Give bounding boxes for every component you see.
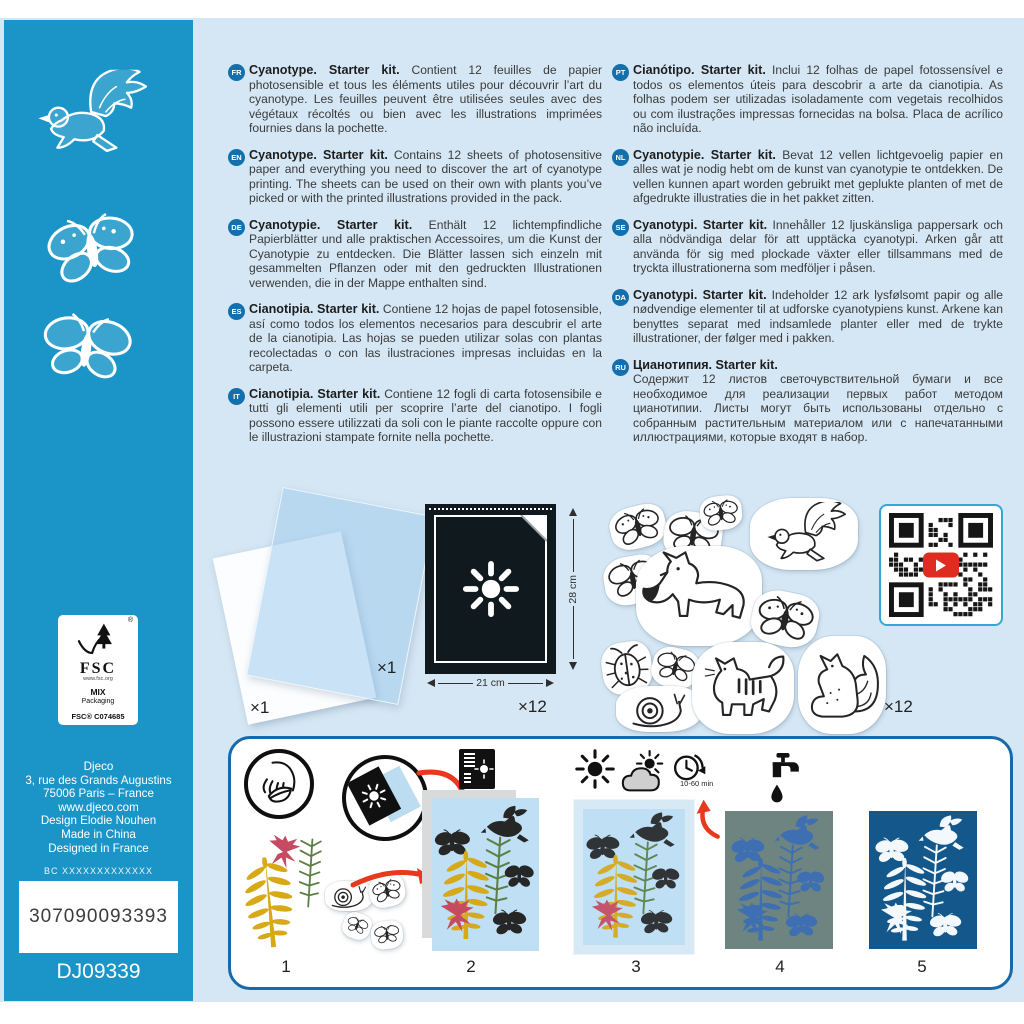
lang-text — [633, 148, 1003, 206]
lang-body: Contains 12 sheets of photosensitive paper and everything you need to discover the art of cyanotype printing. The sheets can be used on their own with plants you’ve picked or with the printed illustrations provided in the pack. — [249, 147, 602, 205]
bird-sticker — [750, 498, 858, 570]
lang-title: Cyanotypi. Starter kit. — [633, 217, 768, 232]
printed-illustrations — [600, 494, 900, 740]
lang-section-da — [612, 288, 1003, 346]
sidebar — [4, 20, 193, 1001]
photosensitive-paper-pack — [425, 504, 556, 674]
lang-title: Cyanotypi. Starter kit. — [633, 287, 767, 302]
fsc-license: FSC® C074685 — [71, 712, 125, 721]
yellow-fern — [236, 854, 301, 951]
step-number-5: 5 — [917, 957, 927, 976]
lang-badge: SE — [612, 219, 629, 236]
lang-title: Цианотипия. Starter kit. — [633, 357, 778, 372]
lang-text — [249, 218, 602, 291]
lang-title: Cianotipia. Starter kit. — [249, 302, 380, 316]
language-column-right — [612, 63, 1003, 457]
lang-badge: DA — [612, 289, 629, 306]
butterfly-sticker — [698, 494, 743, 532]
address-line: www.djeco.com — [58, 800, 139, 814]
language-column-left — [228, 63, 602, 457]
instructions-panel — [228, 736, 1013, 990]
green-branch — [297, 837, 325, 909]
water-tap-icon — [761, 753, 805, 807]
fox-sticker — [636, 546, 762, 646]
lang-body: Inclui 12 folhas de papel fotossensível e todos os elementos úteis para descobrir a arte da cianotipia. As folhas podem ser utilizadas isoladamente com vegetais recolhidos ou com ilustrações impressas fornecidas na bolsa. Placa de acrílico não incluída. — [633, 63, 1003, 135]
lang-text — [633, 63, 1003, 136]
width-label: 21 cm — [476, 677, 505, 689]
butterfly-icon — [41, 207, 144, 292]
lang-section-it — [228, 387, 602, 445]
squirrel-sticker — [798, 636, 886, 734]
acetate-count: ×1 — [377, 658, 397, 677]
lang-body: Enthält 12 lichtempfindliche Papierblätter und alle praktischen Accessoires, um die Kunst der Cyanotypie zu entdecken. Die Blätter lassen sich einzeln mit gesammelten Pflanzen oder mit den gedruckten Illustrationen verwenden, die in der Mappe enthalten sind. — [249, 217, 602, 290]
youtube-play-icon — [923, 553, 959, 578]
lang-badge: PT — [612, 64, 629, 81]
lang-section-fr — [228, 63, 602, 136]
timer-label: 10-60 min — [680, 779, 714, 788]
sun-icon — [575, 749, 615, 789]
address-line: Made in China — [61, 827, 136, 841]
fsc-registered-mark: ® — [127, 617, 133, 624]
lang-title: Cianotipia. Starter kit. — [249, 386, 381, 401]
lang-title: Cyanotype. Starter kit. — [249, 147, 388, 162]
sun-behind-cloud-icon — [621, 749, 669, 793]
lang-badge: DE — [228, 219, 245, 236]
lang-text — [633, 358, 1003, 445]
snail-sticker — [616, 686, 702, 732]
stickers-count: ×12 — [884, 697, 913, 716]
address-line: 3, rue des Grands Augustins — [25, 773, 172, 787]
hand-picking-leaf-icon — [244, 749, 314, 819]
lang-text — [249, 63, 602, 136]
lang-body: Bevat 12 vellen lichtgevoelig papier en alles wat je nodig hebt om de kunst van cyanotypie te ontdekken. De vellen kunnen apart worden gebruikt met geplukte planten of met de afgedrukte illustraties die in het pakket zitten. — [633, 147, 1003, 205]
step-number-4: 4 — [775, 957, 785, 976]
width-dimension — [427, 677, 554, 689]
folded-corner — [520, 515, 547, 542]
lang-section-se — [612, 218, 1003, 276]
lang-text — [633, 218, 1003, 276]
white-sheet-count: ×1 — [250, 698, 270, 717]
butterfly-sticker — [339, 909, 374, 943]
lang-badge: EN — [228, 149, 245, 166]
lang-section-nl — [612, 148, 1003, 206]
lang-text — [249, 148, 602, 206]
cat-sticker — [692, 642, 794, 734]
height-label: 28 cm — [567, 574, 579, 604]
lang-body: Contiene 12 hojas de papel fotosensible, así como todos los elementos necesarios para descubrir el arte de la cianotipia. Las hojas se pueden utilizar solas con plantas recolectadas o con las ilustraciones impresas incluidas en la carpeta. — [249, 302, 602, 374]
lang-badge: ES — [228, 303, 245, 320]
address-line: Djeco — [83, 760, 114, 773]
butterfly-icon — [35, 306, 137, 394]
sun-icon — [462, 560, 520, 618]
lang-title: Cyanotype. Starter kit. — [249, 63, 400, 77]
lang-section-en — [228, 148, 602, 206]
composition-paper — [432, 798, 539, 951]
barcode-label: BC XXXXXXXXXXXXX — [43, 866, 154, 876]
final-cyanotype-print — [869, 811, 977, 949]
photo-paper-count: ×12 — [518, 697, 547, 716]
fsc-mix-label: MIX — [90, 687, 106, 697]
address-line: Design Elodie Nouhen — [40, 814, 157, 828]
lang-body: Contient 12 feuilles de papier photosensible et tous les éléments utiles pour découvrir l’art du cyanotype. Les feuilles peuvent être utilisées seules avec des végétaux récoltés ou bien avec les illustrations imprimées fournies dans la pochette. — [249, 63, 602, 135]
fsc-tree-check-icon — [76, 621, 120, 657]
lang-title: Cyanotypie. Starter kit. — [249, 217, 413, 232]
lang-section-pt — [612, 63, 1003, 136]
lang-section-de — [228, 218, 602, 291]
address-line: Designed in France — [48, 841, 149, 855]
address-line: 75006 Paris – France — [43, 787, 154, 801]
company-address — [4, 760, 193, 855]
fsc-name: FSC — [79, 660, 117, 677]
frame-stack-icon — [459, 749, 495, 789]
lang-badge: IT — [228, 388, 245, 405]
lang-section-ru — [612, 358, 1003, 445]
step-number-2: 2 — [466, 957, 476, 976]
fsc-packaging-label: Packaging — [81, 698, 115, 705]
acetate-frame — [573, 799, 695, 955]
barcode-box — [19, 881, 178, 953]
exposed-print — [725, 811, 833, 949]
lang-text — [633, 288, 1003, 346]
lang-title: Cianótipo. Starter kit. — [633, 63, 766, 77]
height-dimension — [567, 508, 579, 670]
perforation-line — [429, 508, 552, 510]
moth-sticker — [606, 500, 670, 554]
lang-badge: FR — [228, 64, 245, 81]
lang-body: Contiene 12 fogli di carta fotosensibile e tutti gli elementi utili per scoprire l’arte del cianotipo. I fogli possono essere utilizzati da soli con le piante raccolte oppure con le illustrazioni stampate fornite nella pochette. — [249, 386, 602, 444]
lang-body: Indeholder 12 ark lysfølsomt papir og alle nødvendige elementer til at udforske cyanotypiens kunst. Arkene kan benyttes separat med indsamlede planter eller med de trykte illustrationer, der følger med i pakken. — [633, 287, 1003, 345]
lang-text — [249, 302, 602, 375]
fsc-logo — [58, 615, 138, 725]
barcode-number: 307090093393 — [29, 906, 168, 927]
step-number-3: 3 — [631, 957, 641, 976]
lang-title: Cyanotypie. Starter kit. — [633, 147, 776, 162]
lang-text — [249, 387, 602, 445]
lang-section-es — [228, 302, 602, 375]
qr-code — [879, 504, 1003, 626]
lang-badge: NL — [612, 149, 629, 166]
lang-body: Содержит 12 листов светочувствительной бумаги и все необходимое для реализации первых работ методом цианотипии. Листы могут быть использованы отдельно с собранным растительным материалом или с напечатанными иллюстрациями, которые входят в набор. — [633, 372, 1003, 444]
lang-body: Innehåller 12 ljuskänsliga pappersark och alla nödvändiga delar för att upptäcka cyanotypi. Arken går att använda för sig med plockade växter eller tillsammans med de tryckta illustrationerna som medföljer i påsen. — [633, 217, 1004, 275]
fsc-url: www.fsc.org — [83, 676, 113, 682]
flip-arrow-icon — [693, 795, 723, 843]
butterfly-sticker — [370, 919, 405, 950]
lang-badge: RU — [612, 359, 629, 376]
product-sku: DJ09339 — [56, 960, 141, 983]
bird-icon — [30, 58, 148, 170]
step-number-1: 1 — [281, 957, 291, 976]
